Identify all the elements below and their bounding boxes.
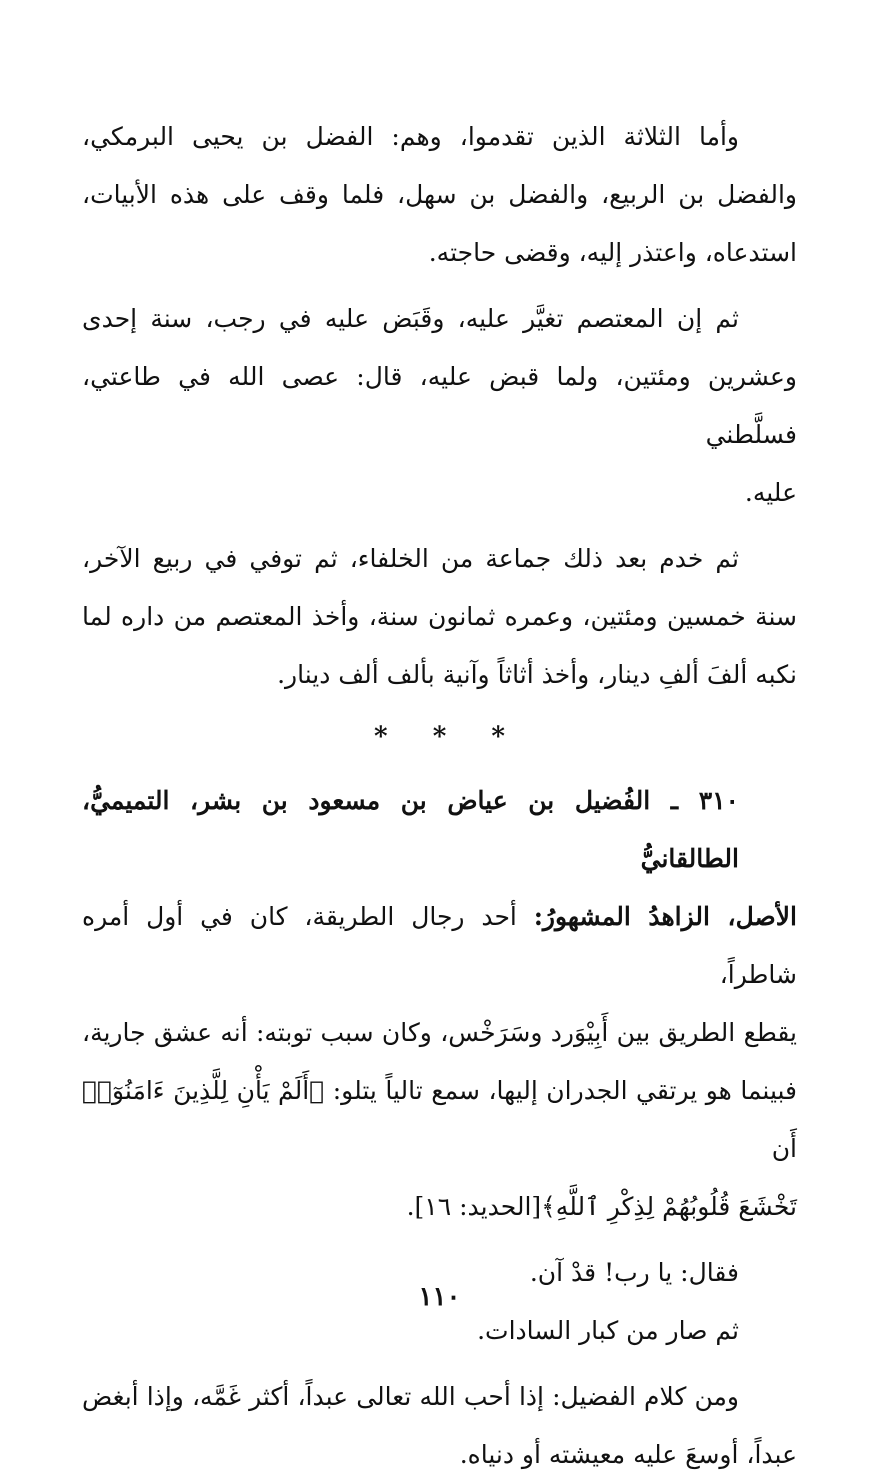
quran-verse: ﴿أَلَمْ يَأْنِ لِلَّذِينَ ءَامَنُوٓا۟ أَن	[82, 1076, 797, 1163]
paragraph-saying	[82, 1368, 797, 1484]
text-line: ثم إن المعتصم تغيَّر عليه، وقَبَض عليه في رجب، سنة إحدى	[82, 304, 739, 333]
text-line	[82, 888, 797, 1004]
text-line: وعشرين ومئتين، ولما قبض عليه، قال: عصى الله في طاعتي، فسلَّطني	[82, 362, 797, 449]
verse-reference: [الحديد: ١٦].	[406, 1192, 542, 1221]
page-number: ١١٠	[418, 1282, 461, 1312]
text-line: ثم خدم بعد ذلك جماعة من الخلفاء، ثم توفي في ربيع الآخر،	[82, 544, 739, 573]
text-line: والفضل بن الربيع، والفضل بن سهل، فلما وقف على هذه الأبيات،	[82, 180, 797, 209]
paragraph-mutasim	[82, 290, 797, 522]
text-line: نكبه ألفَ ألفِ دينار، وأخذ أثاثاً وآنية بألف ألف دينار.	[277, 660, 797, 689]
text-line: استدعاه، واعتذر إليه، وقضى حاجته.	[428, 238, 797, 267]
text-line: عبداً، أوسعَ عليه معيشته أو دنياه.	[459, 1440, 797, 1469]
text-line	[82, 1178, 797, 1236]
text-line: ومن كلام الفضيل: إذا أحب الله تعالى عبداً، أكثر غَمَّه، وإذا أبغض	[82, 1382, 739, 1411]
entry-heading: ٣١٠ ـ الفُضيل بن عياض بن مسعود بن بشر، التميميُّ، الطالقانيُّ	[82, 786, 739, 873]
text-line	[82, 1062, 797, 1178]
entry-fudayl	[82, 772, 797, 1236]
text-line: وأما الثلاثة الذين تقدموا، وهم: الفضل بن يحيى البرمكي،	[82, 122, 739, 151]
text-line: يقطع الطريق بين أَبِيْوَرد وسَرَخْس، وكان سبب توبته: أنه عشق جارية،	[82, 1018, 797, 1047]
section-separator: * * *	[374, 722, 523, 752]
paragraph-status: ثم صار من كبار السادات.	[477, 1316, 739, 1345]
quran-verse: تَخْشَعَ قُلُوبُهُمْ لِذِكْرِ ٱللَّهِ﴾	[541, 1192, 797, 1221]
text-line: سنة خمسين ومئتين، وعمره ثمانون سنة، وأخذ المعتصم من داره لما	[82, 602, 797, 631]
text-line: عليه.	[744, 478, 797, 507]
paragraph-barmakids	[82, 108, 797, 282]
paragraph-quote: فقال: يا رب! قدْ آن.	[529, 1258, 739, 1287]
entry-title-bold: الأصل، الزاهدُ المشهورُ:	[533, 902, 797, 931]
entry-text: أحد رجال الطريقة، كان في أول أمره شاطراً،	[82, 902, 797, 989]
paragraph-death	[82, 530, 797, 704]
entry-text: فبينما هو يرتقي الجدران إليها، سمع تالياً يتلو:	[324, 1076, 797, 1105]
